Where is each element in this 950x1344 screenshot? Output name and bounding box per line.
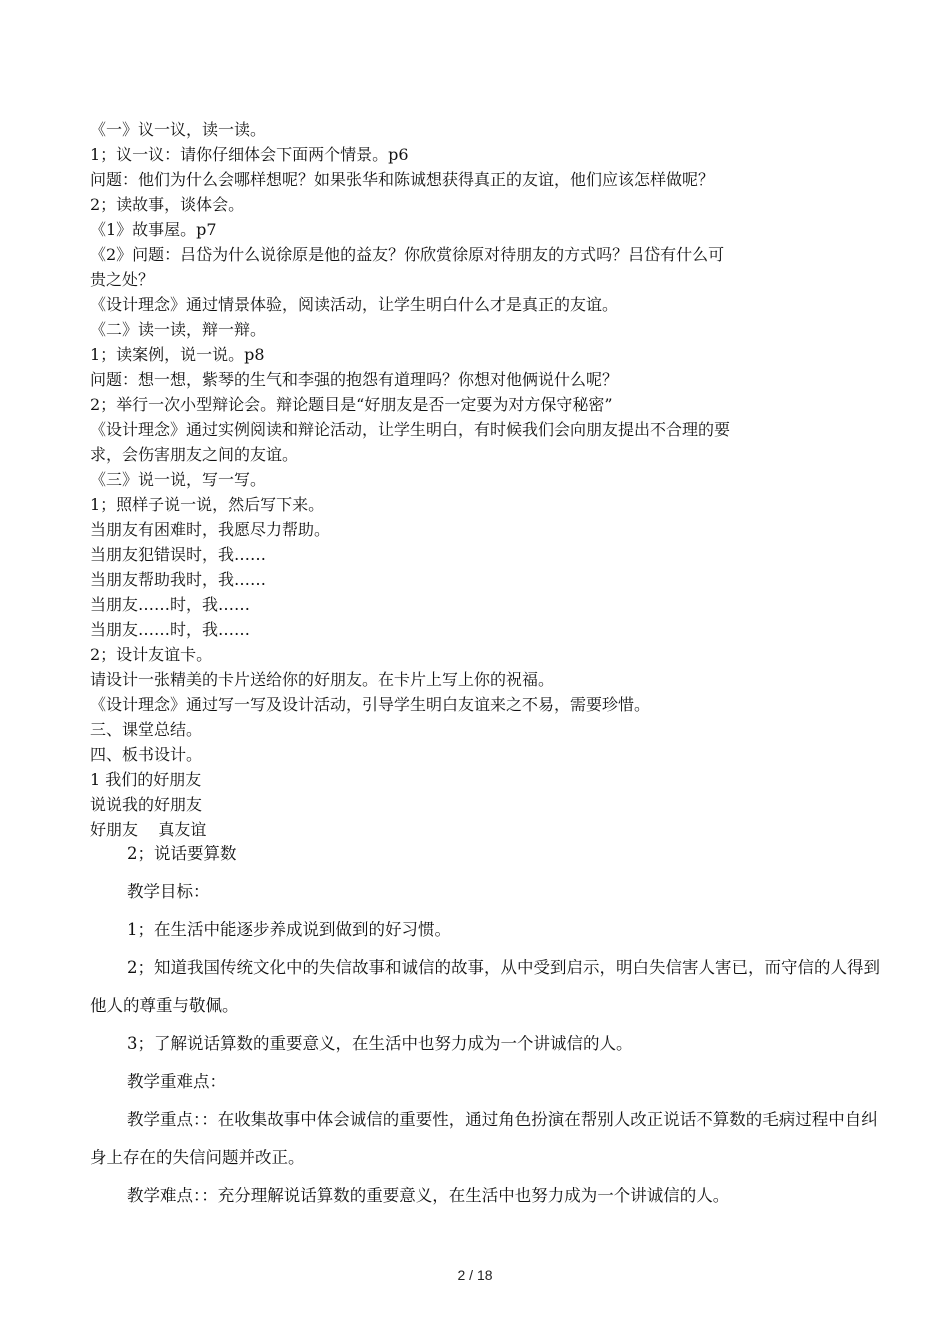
text-line: 2；读故事，谈体会。 xyxy=(90,195,245,214)
text-line: 求，会伤害朋友之间的友谊。 xyxy=(90,445,299,464)
goal-item: 3；了解说话算数的重要意义，在生活中也努力成为一个讲诚信的人。 xyxy=(127,1034,633,1053)
text-line: 《2》问题：吕岱为什么说徐原是他的益友？你欣赏徐原对待朋友的方式吗？吕岱有什么可 xyxy=(90,245,725,264)
text-line: 当朋友……时，我…… xyxy=(90,620,251,639)
text-line: 1 我们的好朋友 xyxy=(90,770,202,789)
text-line: 三、课堂总结。 xyxy=(90,720,203,739)
key-point: 教学重点：：在收集故事中体会诚信的重要性，通过角色扮演在帮别人改正说话不算数的毛病过程中自纠身上存在的失信问题并改正。 xyxy=(90,1110,878,1167)
text-line: 1；议一议：请你仔细体会下面两个情景。p6 xyxy=(90,145,409,164)
text-line: 说说我的好朋友 xyxy=(90,795,203,814)
text-line: 《三》说一说，写一写。 xyxy=(90,470,267,489)
goal-heading: 教学目标： xyxy=(127,882,210,901)
text-line: 2；设计友谊卡。 xyxy=(90,645,213,664)
goal-item: 1；在生活中能逐步养成说到做到的好习惯。 xyxy=(127,920,451,939)
text-line: 当朋友帮助我时，我…… xyxy=(90,570,267,589)
text-line: 好朋友 真友谊 xyxy=(90,820,207,839)
goal-item: 2；知道我国传统文化中的失信故事和诚信的故事，从中受到启示，明白失信害人害已，而守信的人得到他人的尊重与敬佩。 xyxy=(90,958,880,1015)
lesson-title: 2；说话要算数 xyxy=(127,844,237,863)
text-line: 问题：他们为什么会哪样想呢？如果张华和陈诚想获得真正的友谊，他们应该怎样做呢？ xyxy=(90,170,715,189)
text-line: 请设计一张精美的卡片送给你的好朋友。在卡片上写上你的祝福。 xyxy=(90,670,555,689)
text-line: 当朋友犯错误时，我…… xyxy=(90,545,267,564)
difficult-point: 教学难点：：充分理解说话算数的重要意义，在生活中也努力成为一个讲诚信的人。 xyxy=(127,1186,730,1205)
text-line: 《1》故事屋。p7 xyxy=(90,220,217,239)
text-line: 《一》议一议，读一读。 xyxy=(90,120,267,139)
text-line: 《二》读一读，辩一辩。 xyxy=(90,320,267,339)
text-line: 1；读案例，说一说。p8 xyxy=(90,345,265,364)
text-line: 1；照样子说一说，然后写下来。 xyxy=(90,495,325,514)
text-line: 四、板书设计。 xyxy=(90,745,203,764)
text-line: 贵之处？ xyxy=(90,270,155,289)
text-line: 《设计理念》通过实例阅读和辩论活动，让学生明白，有时候我们会向朋友提出不合理的要 xyxy=(90,420,731,439)
text-line: 当朋友……时，我…… xyxy=(90,595,251,614)
lesson-2-section xyxy=(90,835,880,1215)
text-line: 2；举行一次小型辩论会。辩论题目是“好朋友是否一定要为对方保守秘密” xyxy=(90,395,613,414)
lesson-activities-section xyxy=(90,117,870,842)
text-line: 当朋友有困难时，我愿尽力帮助。 xyxy=(90,520,331,539)
text-line: 《设计理念》通过情景体验，阅读活动，让学生明白什么才是真正的友谊。 xyxy=(90,295,619,314)
page-number: 2 / 18 xyxy=(457,1267,493,1283)
text-line: 问题：想一想，紫琴的生气和李强的抱怨有道理吗？你想对他俩说什么呢？ xyxy=(90,370,619,389)
text-line: 《设计理念》通过写一写及设计活动，引导学生明白友谊来之不易，需要珍惜。 xyxy=(90,695,651,714)
key-heading: 教学重难点： xyxy=(127,1072,226,1091)
